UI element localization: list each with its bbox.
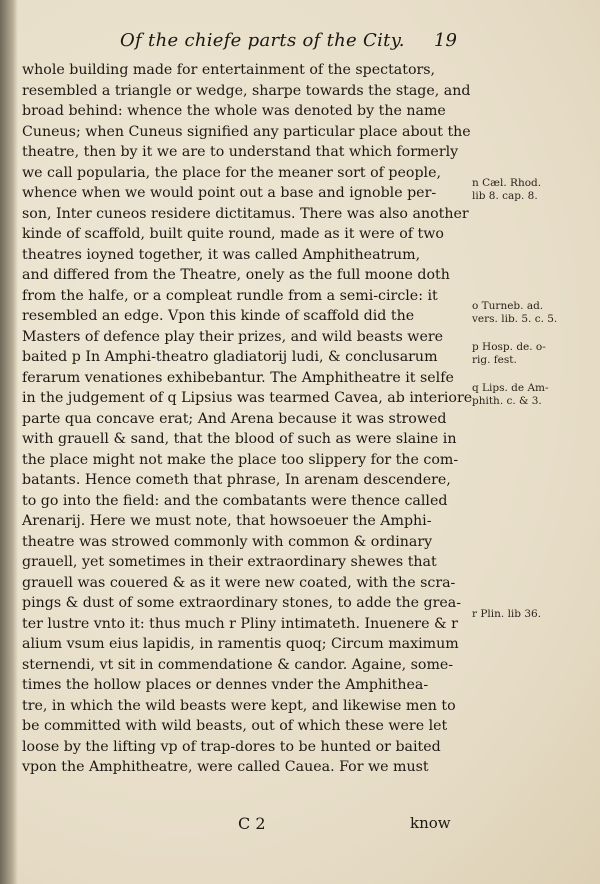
text-line: from the halfe, or a compleat rundle from a semi-circle: it xyxy=(22,287,438,304)
text-line: we call popularia, the place for the meaner sort of people, xyxy=(22,164,441,181)
margin-note-line: r Plin. lib 36. xyxy=(472,607,542,620)
margin-note xyxy=(472,177,592,203)
margin-note-line: phith. c. & 3. xyxy=(472,395,542,407)
page-gutter-shadow xyxy=(0,0,18,884)
text-line: whence when we would point out a base and ignoble per- xyxy=(22,185,437,201)
text-line: grauell, yet sometimes in their extraordinary shewes that xyxy=(22,554,437,570)
text-line: times the hollow places or dennes vnder the Amphithea- xyxy=(22,677,429,693)
text-line: parte qua concave erat; And Arena because it was strowed xyxy=(22,410,447,427)
text-line: resembled an edge. Vpon this kinde of scaffold did the xyxy=(22,308,415,324)
text-line: tre, in which the wild beasts were kept, and likewise men to xyxy=(22,697,456,714)
text-line: theatre, then by it we are to understand that which formerly xyxy=(22,144,459,160)
text-line: vpon the Amphitheatre, were called Cauea. For we must xyxy=(22,759,429,775)
text-line: be committed with wild beasts, out of which these were let xyxy=(22,718,448,734)
margin-note-line: o Turneb. ad. xyxy=(472,300,544,312)
text-line: pings & dust of some extraordinary stones, to adde the grea- xyxy=(22,595,462,611)
margin-note-line: q Lips. de Am- xyxy=(472,382,549,394)
margin-note-line: lib 8. cap. 8. xyxy=(472,190,538,202)
text-line: broad behind: whence the whole was denoted by the name xyxy=(22,103,446,119)
margin-note-line: vers. lib. 5. c. 5. xyxy=(472,313,558,325)
text-line: Arenarij. Here we must note, that howsoeuer the Amphi- xyxy=(22,513,432,529)
running-title: Of the chiefe parts of the City. xyxy=(120,30,405,51)
text-line: Masters of defence play their prizes, and wild beasts were xyxy=(22,328,444,345)
margin-note-line: rig. fest. xyxy=(472,354,517,366)
text-line: and differed from the Theatre, onely as the full moone doth xyxy=(22,267,450,283)
text-line: kinde of scaffold, built quite round, made as it were of two xyxy=(22,226,444,242)
text-line: in the judgement of q Lipsius was tearmed Cavea, ab interiore xyxy=(22,390,473,406)
margin-note xyxy=(472,300,592,326)
text-line: grauell was couered & as it were new coated, with the scra- xyxy=(22,574,456,591)
text-line: alium vsum eius lapidis, in ramentis quoq; Circum maximum xyxy=(22,636,459,652)
text-line: son, Inter cuneos residere dictitamus. There was also another xyxy=(22,205,469,222)
text-line: to go into the field: and the combatants were thence called xyxy=(22,492,448,509)
text-line: with grauell & sand, that the blood of such as were slaine in xyxy=(22,431,457,447)
text-line: loose by the lifting vp of trap-dores to be hunted or baited xyxy=(22,738,441,755)
text-line: the place might not make the place too slippery for the com- xyxy=(22,451,459,468)
body-text xyxy=(22,60,473,778)
margin-note xyxy=(472,382,592,408)
text-line: whole building made for entertainment of the spectators, xyxy=(22,62,436,78)
text-line: batants. Hence cometh that phrase, In arenam descendere, xyxy=(22,472,451,488)
text-line: sternendi, vt sit in commendatione & candor. Againe, some- xyxy=(22,656,454,673)
signature-mark: C 2 xyxy=(238,814,266,833)
margin-note-line: p Hosp. de. o- xyxy=(472,341,546,353)
text-line: Cuneus; when Cuneus signified any particular place about the xyxy=(22,123,471,140)
text-line: theatres ioyned together, it was called Amphitheatrum, xyxy=(22,246,421,263)
margin-note xyxy=(472,608,592,621)
text-line: resembled a triangle or wedge, sharpe towards the stage, and xyxy=(22,82,471,99)
catchword: know xyxy=(410,814,451,832)
margin-note-line: n Cæl. Rhod. xyxy=(472,177,542,189)
page-number: 19 xyxy=(434,30,457,51)
text-line: ferarum venationes exhibebantur. The Amphitheatre it selfe xyxy=(22,369,454,386)
text-line: ter lustre vnto it: thus much r Pliny intimateth. Inuenere & r xyxy=(22,615,458,632)
margin-note xyxy=(472,341,592,367)
text-line: baited p In Amphi-theatro gladiatorij ludi, & conclusarum xyxy=(22,349,438,365)
text-line: theatre was strowed commonly with common & ordinary xyxy=(22,533,433,550)
